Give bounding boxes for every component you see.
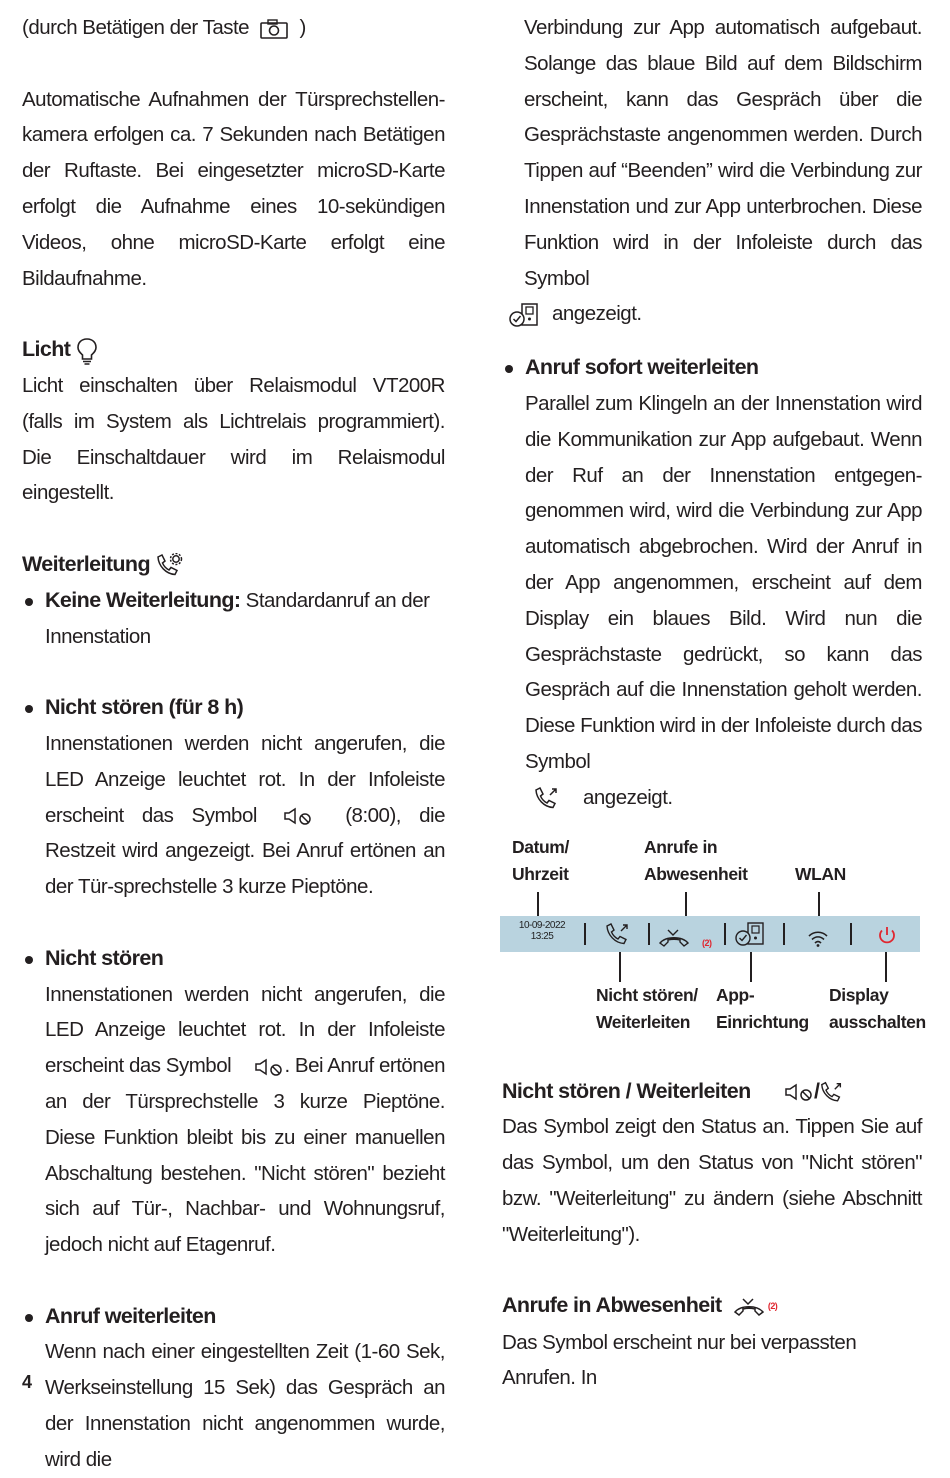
left-column xyxy=(22,10,445,1478)
missed-call-count: (2) xyxy=(702,937,712,948)
label-wlan: WLAN xyxy=(795,863,846,884)
missed-call-icon[interactable] xyxy=(658,924,690,960)
list-item-nicht-stoeren-8h: Nicht stören (für 8 h) Innenstationen werden nicht angerufen, die LED Anzeige leuchtet rot. In der Infoleiste erscheint das Symbol (8:00), die Restzeit wird angezeigt. Bei Anruf ertönen an der Tür-sprechstelle 3 kurze Pieptöne. xyxy=(22,690,445,905)
label-display: Display ausschalten xyxy=(829,984,926,1032)
page-number: 4 xyxy=(22,1372,33,1392)
weiterleitung-heading: Weiterleitung xyxy=(22,547,445,583)
call-forward-icon xyxy=(533,786,561,810)
lightbulb-icon xyxy=(76,337,98,365)
list-item-anruf-weiterleiten: Anruf weiterleiten Wenn nach einer eingestellten Zeit (1-60 Sek, Werkseinstellung 15 Sek) das Gespräch an der Innenstation nicht angenommen wurde, wird die xyxy=(22,1299,445,1478)
missed-call-icon xyxy=(733,1297,765,1317)
status-bar-diagram xyxy=(500,834,924,1066)
mute-speaker-icon xyxy=(784,1081,814,1103)
missed-call-count: (2) xyxy=(767,1300,778,1311)
forward-continued-text: Verbindung zur App automatisch aufgebaut. Solange das blaue Bild auf dem Bildschirm erscheint, kann das Gespräch über die Gesprächstaste angenommen werden. Durch Tippen auf “Beenden” wird die Verbindung zur Innenstation und zur App unterbrochen. Diese Funktion wird in der Infoleiste durch das Symbol xyxy=(524,16,922,290)
label-datum: Datum/ Uhrzeit xyxy=(512,836,569,884)
call-forward-icon xyxy=(819,1080,845,1104)
auto-recording-paragraph: Automatische Aufnahmen der Türsprechstellen-kamera erfolgen ca. 7 Sekunden nach Betätigen der Ruftaste. Bei eingesetzter microSD-Karte erfolgt die Aufnahme eines 10-sekündigen Videos, ohne microSD-Karte erfolgt eine Bildaufnahme. xyxy=(22,87,445,290)
call-settings-icon xyxy=(155,553,183,577)
mute-speaker-icon xyxy=(254,1057,284,1077)
list-item-nicht-stoeren: Nicht stören Innenstationen werden nicht angerufen, die LED Anzeige leuchtet rot. In der Infoleiste erscheint das Symbol . Bei Anruf ertönen an der Türsprechstelle 3 kurze Pieptöne. Diese Funktion bleibt bis zu einer manuellen Abschaltung bestehen. "Nicht stören" bezieht sich auf Tür-, Nachbar- und Wohnungsruf, jedoch nicht auf Etagenruf. xyxy=(22,941,445,1263)
camera-line: (durch Betätigen der Taste ) xyxy=(22,16,306,39)
list-item-keine-weiterleitung: Keine Weiterleitung: Standardanruf an der Innenstation xyxy=(22,583,445,655)
aia-heading: Anrufe in Abwesenheit (2) xyxy=(502,1293,778,1318)
mute-speaker-icon xyxy=(283,806,313,826)
right-column: Verbindung zur App automatisch aufgebaut. Solange das blaue Bild auf dem Bildschirm erscheint, kann das Gespräch über die Gesprächstaste angenommen werden. Durch Tippen auf “Beenden” wird die Verbindung zur Innenstation und zur App unterbrochen. Diese Funktion wird in der Infoleiste durch das Symbol angezeigt. Anruf sofort weiterleiten Parallel zum Klingeln an der Innenstation wird die Kommunikation zur App aufgebaut. Wenn der Ruf an der Innenstation entgegen-genommen wird, wird die Verbindung zur App automatisch abgebrochen. Wird der Anruf in der App angenommen, erscheint auf dem Display ein blaues Bild. Wird nun die Gesprächstaste gedrückt, so kann das Gespräch auf die Innenstation geholt werden. Diese Funktion wird in der Infoleiste durch das Symbol angezeigt. Datum/ Uhrzeit Anrufe in Abwesenheit WLAN 10-09-2022 13:25 (2) Nicht stören/ Weiterleiten App- Einrichtung Display ausschalten Nicht stören / Weiterleiten / Das Symbol zeigt den Status an. Tippen Sie auf das Symbol, um den Status von "Nicht stören" bzw. "Weiterleitung" zu ändern (siehe Abschnitt "Weiterleitung"). Anrufe in Abwesenheit (2) Das Symbol erscheint nur bei verpassten Anrufen. In xyxy=(502,10,922,1396)
licht-text: Licht einschalten über Relaismodul VT200R (falls im System als Lichtrelais programmiert). Die Einschaltdauer wird im Relaismodul eingestellt. xyxy=(22,373,445,505)
label-app: App- Einrichtung xyxy=(716,984,809,1032)
nsw-text: Das Symbol zeigt den Status an. Tippen Sie auf das Symbol, um den Status von "Nicht stören" bzw. "Weiterleitung" zu ändern (siehe Abschnitt "Weiterleitung"). xyxy=(502,1115,922,1246)
list-item-anruf-sofort: Anruf sofort weiterleiten Parallel zum Klingeln an der Innenstation wird die Kommunikation zur App aufgebaut. Wenn der Ruf an der Innenstation entgegen-genommen wird, wird die Verbindung zur App automatisch abgebrochen. Wird der Anruf in der App angenommen, erscheint auf dem Display ein blaues Bild. Wird nun die Gesprächstaste gedrückt, so kann das Gespräch auf die Innenstation geholt werden. Diese Funktion wird in der Infoleiste durch das Symbol angezeigt. xyxy=(502,350,922,815)
app-setup-icon xyxy=(508,302,540,328)
wifi-icon xyxy=(807,924,829,960)
label-nicht-stoeren: Nicht stören/ Weiterleiten xyxy=(596,984,698,1032)
power-icon[interactable] xyxy=(876,923,898,959)
nsw-heading: Nicht stören / Weiterleiten / xyxy=(502,1074,922,1110)
status-bar xyxy=(500,916,920,952)
call-forward-icon[interactable] xyxy=(604,921,632,959)
camera-icon xyxy=(260,19,288,39)
licht-heading: Licht xyxy=(22,332,445,368)
aia-text: Das Symbol erscheint nur bei verpassten Anrufen. In xyxy=(502,1330,857,1390)
label-anrufe: Anrufe in Abwesenheit xyxy=(644,836,748,884)
status-datetime: 10-09-2022 13:25 xyxy=(518,919,566,942)
